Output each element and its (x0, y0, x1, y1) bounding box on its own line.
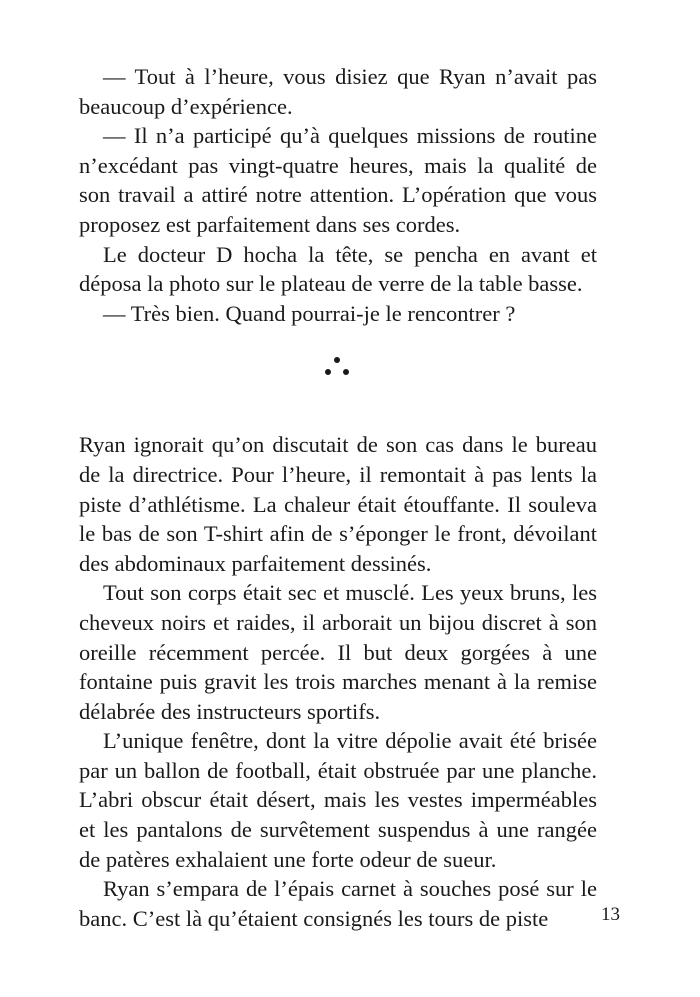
narration-paragraph: L’unique fenêtre, dont la vitre dépolie avait été brisée par un ballon de football, était obstruée par une planche. L’abri obscur était désert, mais les vestes imperméables et les pantalons de survêtement suspendus à une rangée de patères exhalaient une forte odeur de sueur. (79, 728, 597, 872)
dialogue-paragraph: — Il n’a participé qu’à quelques missions de routine n’excédant pas vingt-quatre heures, mais la qualité de son travail a attiré notre attention. L’opération que vous proposez est parfaitement dans ses cordes. (79, 123, 597, 237)
narration-paragraph: Le docteur D hocha la tête, se pencha en avant et déposa la photo sur le plateau de verre de la table basse. (79, 241, 597, 297)
page-number: 13 (601, 904, 620, 925)
book-page-body (79, 62, 597, 933)
narration-paragraph: Tout son corps était sec et musclé. Les yeux bruns, les cheveux noirs et raides, il arborait un bijou discret à son oreille récemment percée. Il but deux gorgées à une fontaine puis gravit les trois marches menant à la remise délabrée des instructeurs sportifs. (79, 580, 597, 724)
three-dot-ornament-icon (319, 354, 355, 378)
section-break (79, 328, 597, 430)
dialogue-paragraph: — Tout à l’heure, vous disiez que Ryan n’avait pas beaucoup d’expérience. (79, 64, 597, 119)
dialogue-paragraph: — Très bien. Quand pourrai-je le rencontrer ? (103, 300, 516, 326)
narration-paragraph: Ryan ignorait qu’on discutait de son cas dans le bureau de la directrice. Pour l’heure, il remontait à pas lents la piste d’athlétisme. La chaleur était étouffante. Il souleva le bas de son T-shirt afin de s’éponger le front, dévoilant des abdominaux parfaitement dessinés. (79, 432, 597, 576)
narration-paragraph: Ryan s’empara de l’épais carnet à souches posé sur le banc. C’est là qu’étaient consignés les tours de piste (79, 876, 597, 931)
